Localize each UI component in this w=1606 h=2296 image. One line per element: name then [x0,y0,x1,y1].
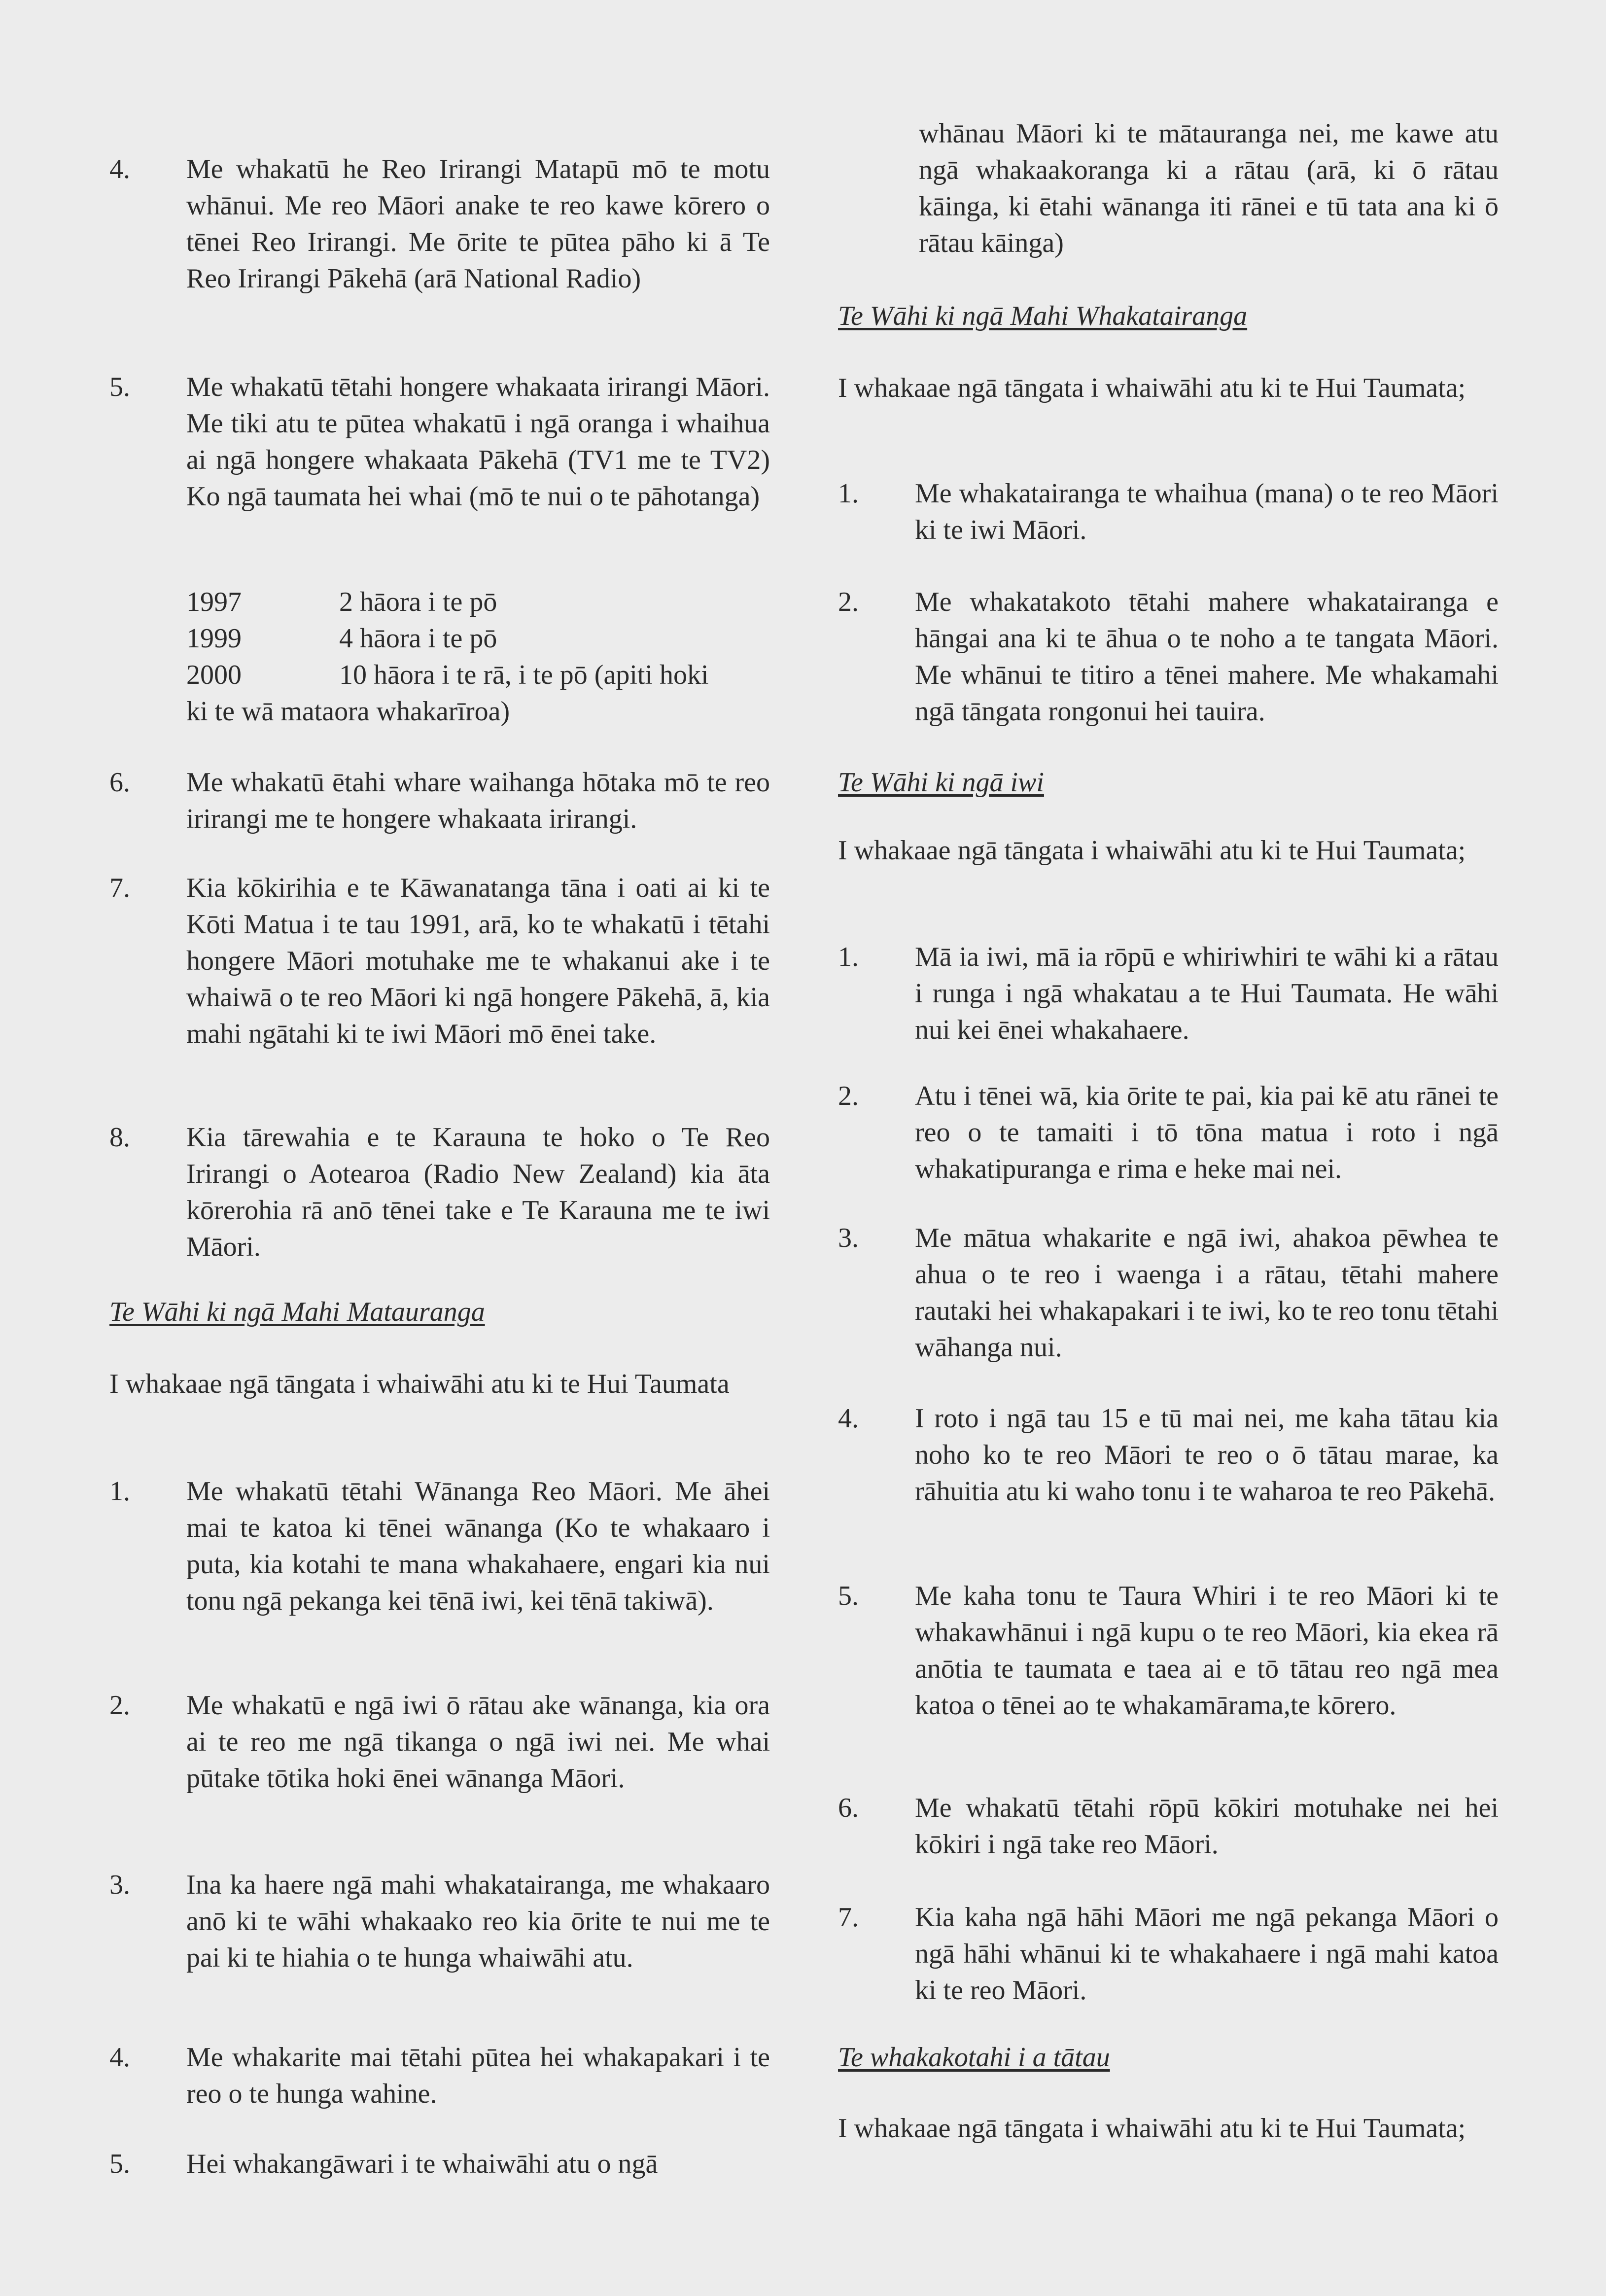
item-number: 6. [109,767,130,798]
list-item [838,1790,1499,1863]
item-number: 2. [838,587,859,617]
section-heading: Te whakakotahi i a tātau [838,2042,1110,2073]
item-text: Me whakatakoto tētahi mahere whakatairanga e hāngai ana ki te āhua o te noho a te tangata Māori. Me whānui te titiro a tēnei mahere. Me whakamahi ngā tāngata rongonui hei tauira. [915,587,1499,727]
section-heading: Te Wāhi ki ngā Mahi Whakatairanga [838,301,1248,331]
item-text: Me whakatū tētahi hongere whakaata irirangi Māori. Me tiki atu te pūtea whakatū i ngā oranga i whaihua ai ngā hongere whakaata Pākehā (TV1 me te TV2) Ko ngā taumata hei whai (mō te nui o te pāhotanga) [186,372,770,512]
item-text: Hei whakangāwari i te whaiwāhi atu o ngā [186,2149,658,2179]
item-number: 4. [109,2042,130,2073]
list-item [838,939,1499,1048]
list-item [838,1578,1499,1724]
item-number: 7. [838,1902,859,1933]
list-item [109,369,770,515]
list-item [109,2146,770,2182]
item-text: Atu i tēnei wā, kia ōrite te pai, kia pai kē atu rānei te reo o te tamaiti i tō tōna matua i roto i ngā whakatipuranga e rima e heke mai nei. [915,1081,1499,1184]
list-item [109,1687,770,1797]
item-text: Me whakatū tētahi Wānanga Reo Māori. Me āhei mai te katoa ki tēnei wānanga (Ko te whakaaro i puta, kia kotahi te mana whakahaere, engari kia nui tonu ngā pekanga kei tēnā iwi, kei tēnā takiwā). [186,1476,770,1616]
section-intro: I whakaae ngā tāngata i whaiwāhi atu ki te Hui Taumata [109,1369,730,1399]
list-item [838,1400,1499,1510]
year: 2000 [186,660,242,690]
year-row [186,584,770,620]
item-text: I roto i ngā tau 15 e tū mai nei, me kaha tātau kia noho ko te reo Māori te reo o ō tātau marae, ka rāhuitia atu ki waho tonu i te waharoa te reo Pākehā. [915,1403,1499,1507]
item-text: Mā ia iwi, mā ia rōpū e whiriwhiri te wāhi ki a rātau i runga i ngā whakatau a te Hui Taumata. He wāhi nui kei ēnei whakahaere. [915,942,1499,1045]
list-item [109,151,770,297]
item-text: Me whakarite mai tētahi pūtea hei whakapakari i te reo o te hunga wahine. [186,2042,770,2109]
item-text: Me whakatū he Reo Irirangi Matapū mō te motu whānui. Me reo Māori anake te reo kawe kōrero o tēnei Reo Irirangi. Me ōrite te pūtea pāho ki ā Te Reo Irirangi Pākehā (arā National Radio) [186,154,770,294]
item-number: 8. [109,1122,130,1153]
list-item [109,1867,770,1976]
item-text: Me whakatairanga te whaihua (mana) o te reo Māori ki te iwi Māori. [915,478,1499,545]
list-item [838,1220,1499,1366]
year-value: 10 hāora i te rā, i te pō (apiti hoki [339,660,709,690]
section-heading: Te Wāhi ki ngā Mahi Matauranga [109,1297,485,1327]
list-item [838,1078,1499,1187]
item-number: 4. [838,1403,859,1434]
list-item [109,764,770,837]
item-text: Me whakatū ētahi whare waihanga hōtaka mō te reo irirangi me te hongere whakaata irirangi. [186,767,770,834]
year: 1997 [186,587,242,617]
continuation-paragraph: whānau Māori ki te mātauranga nei, me kawe atu ngā whakaakoranga ki a rātau (arā, ki ō rātau kāinga, ki ētahi wānanga iti rānei e tū tata ana ki ō rātau kāinga) [919,118,1499,258]
item-number: 1. [838,942,859,972]
item-number: 1. [838,478,859,509]
item-text: Me whakatū tētahi rōpū kōkiri motuhake nei hei kōkiri i ngā take reo Māori. [915,1793,1499,1860]
item-text: Me mātua whakarite e ngā iwi, ahakoa pēwhea te ahua o te reo i waenga i a rātau, tētahi mahere rautaki hei whakapakari i te iwi, ko te reo tonu tētahi wāhanga nui. [915,1223,1499,1363]
item-number: 5. [109,2149,130,2179]
item-text: Kia kaha ngā hāhi Māori me ngā pekanga Māori o ngā hāhi whānui ki te whakahaere i ngā mahi katoa ki te reo Māori. [915,1902,1499,2006]
section-heading: Te Wāhi ki ngā iwi [838,767,1044,798]
section-intro: I whakaae ngā tāngata i whaiwāhi atu ki te Hui Taumata; [838,373,1466,403]
item-number: 5. [109,372,130,402]
item-text: Me kaha tonu te Taura Whiri i te reo Māori ki te whakawhānui i ngā kupu o te reo Māori, kia ekea rā anōtia te taumata e taea ai e tō tātau reo ngā mea katoa o tēnei ao te whakamārama,te kōrero. [915,1581,1499,1721]
list-item [109,2039,770,2112]
item-number: 5. [838,1581,859,1611]
item-text: Me whakatū e ngā iwi ō rātau ake wānanga, kia ora ai te reo me ngā tikanga o ngā iwi nei. Me whai pūtake tōtika hoki ēnei wānanga Māori. [186,1690,770,1794]
year-row [186,657,770,693]
year-continuation: ki te wā mataora whakarīroa) [186,696,510,727]
item-text: Kia tārewahia e te Karauna te hoko o Te Reo Irirangi o Aotearoa (Radio New Zealand) kia āta kōrerohia rā anō tēnei take e Te Karauna me te iwi Māori. [186,1122,770,1262]
item-number: 6. [838,1793,859,1823]
list-item [109,1119,770,1265]
list-item [838,475,1499,548]
item-number: 1. [109,1476,130,1507]
continuation-text [919,115,1499,261]
item-number: 2. [838,1081,859,1111]
list-item [838,1899,1499,2009]
year-row [186,620,770,657]
item-number: 3. [109,1870,130,1900]
list-item [109,1473,770,1619]
item-text: Kia kōkirihia e te Kāwanatanga tāna i oati ai ki te Kōti Matua i te tau 1991, arā, ko te whakatū i tētahi hongere Māori motuhake me te whakanui ake i te whaiwā o te reo Māori ki ngā hongere Pākehā, ā, kia mahi ngātahi ki te iwi Māori mō ēnei take. [186,873,770,1049]
item-number: 2. [109,1690,130,1721]
year: 1999 [186,623,242,654]
year-value: 2 hāora i te pō [339,587,497,617]
year-value: 4 hāora i te pō [339,623,497,654]
section-intro: I whakaae ngā tāngata i whaiwāhi atu ki te Hui Taumata; [838,2113,1466,2144]
list-item [838,584,1499,730]
section-intro: I whakaae ngā tāngata i whaiwāhi atu ki te Hui Taumata; [838,835,1466,866]
list-item [109,870,770,1052]
item-number: 4. [109,154,130,184]
item-number: 7. [109,873,130,903]
year-table [109,584,770,730]
item-text: Ina ka haere ngā mahi whakatairanga, me whakaaro anō ki te wāhi whakaako reo kia ōrite te nui me te pai ki te hiahia o te hunga whaiwāhi atu. [186,1870,770,1973]
item-number: 3. [838,1223,859,1253]
